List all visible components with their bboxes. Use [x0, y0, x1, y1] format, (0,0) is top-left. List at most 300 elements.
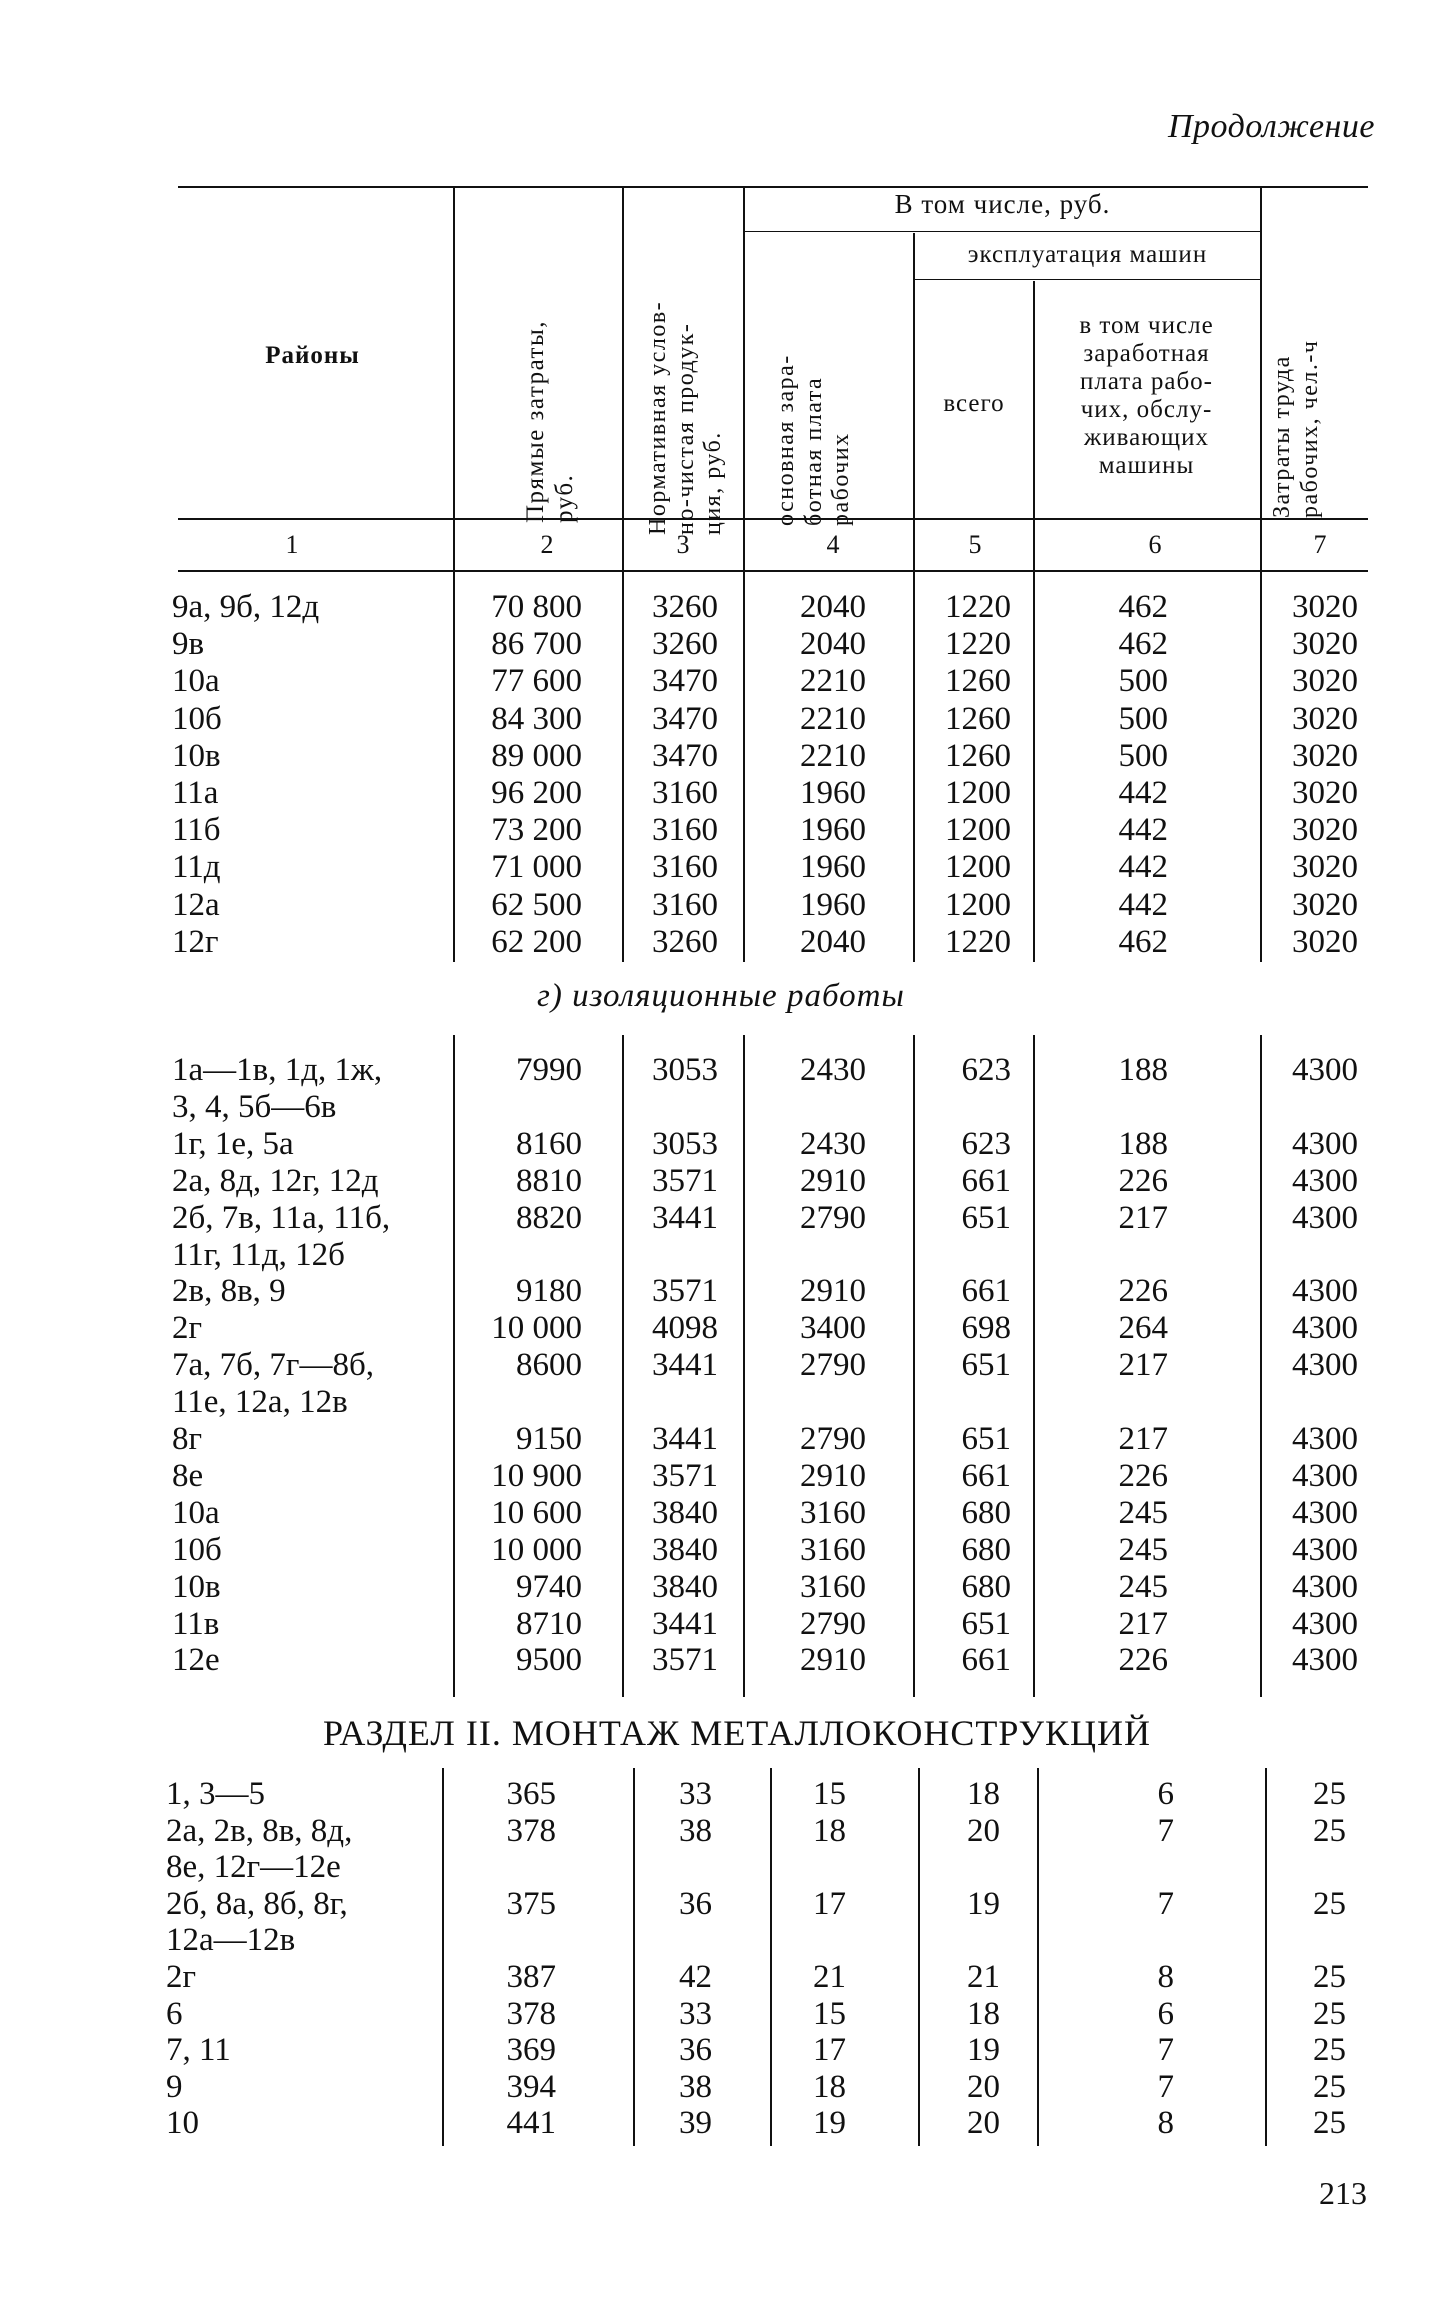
value-cell: 2790: [800, 1347, 866, 1384]
district-cell: 2б, 8а, 8б, 8г,: [166, 1885, 348, 1922]
value-cell: 18: [813, 1812, 846, 1849]
value-cell: 84 300: [491, 700, 582, 737]
table-row: [0, 1569, 1445, 1606]
header-col6-line: живающих: [1083, 424, 1210, 451]
value-cell: 661: [961, 1273, 1011, 1310]
value-cell: 500: [1118, 700, 1168, 737]
district-cell: 11б: [172, 812, 221, 849]
value-cell: 3571: [652, 1273, 718, 1310]
district-cell: 11в: [172, 1605, 220, 1642]
value-cell: 8: [1157, 1959, 1174, 1995]
value-cell: 25: [1313, 1812, 1346, 1849]
table-row: [0, 1200, 1445, 1237]
value-cell: 264: [1118, 1310, 1168, 1347]
value-cell: 3020: [1292, 812, 1358, 849]
column-number: 4: [826, 530, 840, 559]
value-cell: 680: [961, 1531, 1011, 1568]
value-cell: 1260: [945, 700, 1011, 737]
header-col6: [1033, 312, 1260, 480]
value-cell: 4300: [1292, 1125, 1358, 1162]
value-cell: 6: [1157, 1995, 1174, 2032]
value-cell: 1960: [800, 775, 866, 811]
value-cell: 442: [1118, 775, 1168, 811]
district-cell: 12а—12в: [166, 1922, 296, 1959]
value-cell: 3053: [652, 1125, 718, 1162]
page-number: 213: [1319, 2175, 1367, 2211]
value-cell: 442: [1118, 849, 1168, 886]
value-cell: 3053: [652, 1052, 718, 1088]
column-number: 1: [285, 530, 299, 559]
district-cell: 10б: [172, 1531, 222, 1568]
header-col3-line: ция, руб.: [700, 431, 727, 535]
value-cell: 217: [1118, 1421, 1168, 1457]
value-cell: 188: [1118, 1125, 1168, 1162]
value-cell: 25: [1313, 1995, 1346, 2032]
district-cell: 11е, 12а, 12в: [172, 1384, 348, 1421]
district-cell: 6: [166, 1995, 183, 2032]
header-machines: эксплуатация машин: [967, 241, 1208, 268]
table-row: [0, 626, 1445, 663]
header-col6-line: плата рабо-: [1079, 368, 1214, 395]
table-row: [0, 1532, 1445, 1569]
value-cell: 4300: [1292, 1347, 1358, 1384]
value-cell: 3441: [652, 1347, 718, 1384]
value-cell: 62 200: [491, 923, 582, 960]
table-row: [0, 2032, 1445, 2069]
value-cell: 36: [679, 1885, 712, 1922]
value-cell: 25: [1313, 2068, 1346, 2105]
value-cell: 3160: [652, 812, 718, 849]
table-row: [0, 2105, 1445, 2142]
value-cell: 1260: [945, 663, 1011, 700]
value-cell: 8600: [516, 1347, 582, 1384]
table-row: [0, 663, 1445, 700]
value-cell: 4300: [1292, 1199, 1358, 1236]
table-row: [0, 1642, 1445, 1679]
value-cell: 1220: [945, 923, 1011, 960]
value-cell: 4300: [1292, 1605, 1358, 1642]
section-title-metal-structures: РАЗДЕЛ II. МОНТАЖ МЕТАЛЛОКОНСТРУКЦИЙ: [323, 1713, 1152, 1753]
value-cell: 25: [1313, 1776, 1346, 1812]
value-cell: 3571: [652, 1457, 718, 1494]
value-cell: 2040: [800, 589, 866, 625]
header-col6-line: машины: [1098, 452, 1195, 479]
value-cell: 4300: [1292, 1273, 1358, 1310]
district-cell: 9а, 9б, 12д: [172, 589, 320, 625]
value-cell: 375: [506, 1885, 556, 1922]
value-cell: 394: [506, 2068, 556, 2105]
value-cell: 3160: [800, 1568, 866, 1605]
district-cell: 1, 3—5: [166, 1776, 265, 1812]
value-cell: 245: [1118, 1531, 1168, 1568]
value-cell: 651: [961, 1199, 1011, 1236]
district-cell: 7а, 7б, 7г—8б,: [172, 1347, 375, 1384]
table-row: [0, 1813, 1445, 1850]
header-including: В том числе, руб.: [894, 189, 1111, 219]
table-row: [0, 1495, 1445, 1532]
table-row: [0, 812, 1445, 849]
value-cell: 3020: [1292, 923, 1358, 960]
value-cell: 3020: [1292, 775, 1358, 811]
table-row: [0, 1089, 1445, 1126]
table-row: [0, 1163, 1445, 1200]
header-col3-line: Нормативная услов-: [645, 300, 671, 535]
table-row: [0, 1273, 1445, 1310]
value-cell: 3470: [652, 663, 718, 700]
value-cell: 661: [961, 1457, 1011, 1494]
value-cell: 1960: [800, 849, 866, 886]
value-cell: 4300: [1292, 1421, 1358, 1457]
value-cell: 2430: [800, 1125, 866, 1162]
value-cell: 25: [1313, 2105, 1346, 2142]
value-cell: 680: [961, 1494, 1011, 1531]
district-cell: 11д: [172, 849, 221, 886]
value-cell: 21: [813, 1959, 846, 1995]
value-cell: 441: [506, 2105, 556, 2142]
value-cell: 378: [506, 1995, 556, 2032]
value-cell: 623: [961, 1052, 1011, 1088]
value-cell: 3441: [652, 1199, 718, 1236]
header-col4: [773, 236, 873, 526]
value-cell: 4300: [1292, 1162, 1358, 1199]
value-cell: 226: [1118, 1457, 1168, 1494]
table-row: [0, 1237, 1445, 1274]
header-districts: Районы: [265, 342, 360, 369]
value-cell: 4300: [1292, 1531, 1358, 1568]
value-cell: 3160: [652, 775, 718, 811]
value-cell: 86 700: [491, 626, 582, 663]
district-cell: 2б, 7в, 11а, 11б,: [172, 1199, 391, 1236]
value-cell: 3260: [652, 923, 718, 960]
district-cell: 8г: [172, 1421, 203, 1457]
value-cell: 7990: [516, 1052, 582, 1088]
value-cell: 20: [967, 2105, 1000, 2142]
value-cell: 365: [506, 1776, 556, 1812]
table-row: [0, 1126, 1445, 1163]
value-cell: 3840: [652, 1494, 718, 1531]
table-row: [0, 1849, 1445, 1886]
value-cell: 462: [1118, 589, 1168, 625]
district-cell: 12а: [172, 886, 220, 923]
value-cell: 1960: [800, 812, 866, 849]
value-cell: 3260: [652, 589, 718, 625]
value-cell: 651: [961, 1347, 1011, 1384]
header-rule-machines: [915, 279, 1260, 280]
value-cell: 7: [1157, 2032, 1174, 2069]
district-cell: 10а: [172, 1494, 220, 1531]
value-cell: 19: [967, 1885, 1000, 1922]
header-col4-line: основная зара-: [773, 354, 799, 526]
value-cell: 3020: [1292, 626, 1358, 663]
value-cell: 3160: [652, 849, 718, 886]
table-row: [0, 1384, 1445, 1421]
value-cell: 3160: [800, 1494, 866, 1531]
district-cell: 2г: [166, 1959, 197, 1995]
header-total: всего: [943, 390, 1005, 417]
value-cell: 442: [1118, 812, 1168, 849]
header-col6-line: чих, обслу-: [1080, 396, 1213, 423]
table-row: [0, 887, 1445, 924]
value-cell: 73 200: [491, 812, 582, 849]
value-cell: 7: [1157, 1885, 1174, 1922]
value-cell: 96 200: [491, 775, 582, 811]
value-cell: 2430: [800, 1052, 866, 1088]
district-cell: 10в: [172, 737, 221, 774]
value-cell: 3020: [1292, 700, 1358, 737]
column-number: 7: [1313, 530, 1327, 559]
district-cell: 10б: [172, 700, 222, 737]
value-cell: 19: [967, 2032, 1000, 2069]
value-cell: 18: [967, 1995, 1000, 2032]
district-cell: 2а, 8д, 12г, 12д: [172, 1162, 379, 1199]
value-cell: 25: [1313, 1885, 1346, 1922]
value-cell: 2210: [800, 663, 866, 700]
value-cell: 4300: [1292, 1642, 1358, 1679]
value-cell: 10 000: [491, 1310, 582, 1347]
district-cell: 2в, 8в, 9: [172, 1273, 286, 1310]
value-cell: 15: [813, 1776, 846, 1812]
table-row: [0, 1052, 1445, 1089]
value-cell: 4300: [1292, 1494, 1358, 1531]
value-cell: 661: [961, 1642, 1011, 1679]
table-row: [0, 1776, 1445, 1813]
value-cell: 8160: [516, 1125, 582, 1162]
value-cell: 2210: [800, 700, 866, 737]
value-cell: 3160: [800, 1531, 866, 1568]
value-cell: 8810: [516, 1162, 582, 1199]
value-cell: 1200: [945, 812, 1011, 849]
header-col7-line: рабочих, чел.-ч: [1296, 339, 1323, 518]
value-cell: 18: [967, 1776, 1000, 1812]
value-cell: 18: [813, 2068, 846, 2105]
value-cell: 3441: [652, 1421, 718, 1457]
value-cell: 42: [679, 1959, 712, 1995]
value-cell: 3400: [800, 1310, 866, 1347]
value-cell: 3571: [652, 1162, 718, 1199]
value-cell: 4300: [1292, 1568, 1358, 1605]
value-cell: 21: [967, 1959, 1000, 1995]
value-cell: 245: [1118, 1494, 1168, 1531]
value-cell: 36: [679, 2032, 712, 2069]
table-row: [0, 1347, 1445, 1384]
value-cell: 8: [1157, 2105, 1174, 2142]
value-cell: 3441: [652, 1605, 718, 1642]
value-cell: 188: [1118, 1052, 1168, 1088]
header-col7: [1269, 238, 1345, 518]
value-cell: 9500: [516, 1642, 582, 1679]
value-cell: 17: [813, 2032, 846, 2069]
district-cell: 8е, 12г—12е: [166, 1849, 341, 1886]
value-cell: 245: [1118, 1568, 1168, 1605]
value-cell: 39: [679, 2105, 712, 2142]
value-cell: 3571: [652, 1642, 718, 1679]
column-number: 3: [676, 530, 690, 559]
district-cell: 2г: [172, 1310, 203, 1347]
value-cell: 9180: [516, 1273, 582, 1310]
value-cell: 442: [1118, 886, 1168, 923]
value-cell: 462: [1118, 626, 1168, 663]
value-cell: 680: [961, 1568, 1011, 1605]
value-cell: 623: [961, 1125, 1011, 1162]
value-cell: 38: [679, 1812, 712, 1849]
column-number: 6: [1148, 530, 1162, 559]
header-col2-line: Прямые затраты,: [522, 320, 549, 523]
district-cell: 12е: [172, 1642, 220, 1679]
value-cell: 500: [1118, 737, 1168, 774]
value-cell: 19: [813, 2105, 846, 2142]
district-cell: 2а, 2в, 8в, 8д,: [166, 1812, 353, 1849]
table-row: [0, 1421, 1445, 1458]
value-cell: 4300: [1292, 1052, 1358, 1088]
table-row: [0, 701, 1445, 738]
value-cell: 3160: [652, 886, 718, 923]
value-cell: 2910: [800, 1162, 866, 1199]
header-col6-line: заработная: [1083, 340, 1210, 367]
value-cell: 2910: [800, 1457, 866, 1494]
table-row: [0, 738, 1445, 775]
value-cell: 89 000: [491, 737, 582, 774]
value-cell: 2790: [800, 1199, 866, 1236]
value-cell: 6: [1157, 1776, 1174, 1812]
value-cell: 2910: [800, 1642, 866, 1679]
header-col2-line: руб.: [550, 473, 578, 523]
column-number: 5: [968, 530, 982, 559]
table-row: [0, 775, 1445, 812]
value-cell: 10 000: [491, 1531, 582, 1568]
value-cell: 651: [961, 1605, 1011, 1642]
value-cell: 500: [1118, 663, 1168, 700]
district-cell: 1г, 1е, 5а: [172, 1125, 294, 1162]
value-cell: 3470: [652, 700, 718, 737]
value-cell: 17: [813, 1885, 846, 1922]
value-cell: 2910: [800, 1273, 866, 1310]
header-col4-line: рабочих: [828, 432, 855, 526]
value-cell: 10 600: [491, 1494, 582, 1531]
header-col6-line: в том числе: [1079, 312, 1214, 339]
value-cell: 4300: [1292, 1457, 1358, 1494]
value-cell: 3020: [1292, 589, 1358, 625]
district-cell: 10в: [172, 1568, 221, 1605]
value-cell: 369: [506, 2032, 556, 2069]
table-row: [0, 2069, 1445, 2106]
table-row: [0, 1959, 1445, 1996]
section-title-insulation: г) изоляционные работы: [537, 978, 905, 1014]
value-cell: 4098: [652, 1310, 718, 1347]
header-rule-incl: [745, 231, 1260, 232]
district-cell: 11а: [172, 775, 219, 811]
district-cell: 12г: [172, 923, 219, 960]
numbers-bottom-rule: [178, 570, 1368, 572]
continued-label: Продолжение: [1167, 108, 1375, 145]
value-cell: 2790: [800, 1421, 866, 1457]
value-cell: 378: [506, 1812, 556, 1849]
value-cell: 217: [1118, 1605, 1168, 1642]
value-cell: 33: [679, 1776, 712, 1812]
district-cell: 8е: [172, 1457, 204, 1494]
table-row: [0, 1922, 1445, 1959]
value-cell: 1260: [945, 737, 1011, 774]
value-cell: 387: [506, 1959, 556, 1995]
value-cell: 33: [679, 1995, 712, 2032]
value-cell: 226: [1118, 1273, 1168, 1310]
value-cell: 1200: [945, 775, 1011, 811]
value-cell: 20: [967, 1812, 1000, 1849]
column-number: 2: [540, 530, 554, 559]
value-cell: 7: [1157, 1812, 1174, 1849]
value-cell: 8820: [516, 1199, 582, 1236]
value-cell: 3020: [1292, 663, 1358, 700]
value-cell: 62 500: [491, 886, 582, 923]
value-cell: 2040: [800, 923, 866, 960]
header-col7-line: Затраты труда: [1269, 355, 1295, 518]
header-col2: [522, 223, 602, 523]
table-row: [0, 1310, 1445, 1347]
value-cell: 10 900: [491, 1457, 582, 1494]
value-cell: 698: [961, 1310, 1011, 1347]
value-cell: 2210: [800, 737, 866, 774]
value-cell: 226: [1118, 1642, 1168, 1679]
value-cell: 462: [1118, 923, 1168, 960]
value-cell: 9740: [516, 1568, 582, 1605]
district-cell: 3, 4, 5б—6в: [172, 1088, 337, 1125]
table-row: [0, 1886, 1445, 1923]
value-cell: 8710: [516, 1605, 582, 1642]
table-row: [0, 1996, 1445, 2033]
value-cell: 1960: [800, 886, 866, 923]
value-cell: 226: [1118, 1162, 1168, 1199]
value-cell: 2790: [800, 1605, 866, 1642]
district-cell: 11г, 11д, 12б: [172, 1236, 345, 1273]
value-cell: 3470: [652, 737, 718, 774]
district-cell: 9в: [172, 626, 205, 663]
header-col3-line: но-чистая продук-: [672, 322, 699, 535]
value-cell: 3260: [652, 626, 718, 663]
table-row: [0, 1458, 1445, 1495]
value-cell: 1200: [945, 849, 1011, 886]
district-cell: 10: [166, 2105, 199, 2142]
value-cell: 3840: [652, 1568, 718, 1605]
value-cell: 25: [1313, 2032, 1346, 2069]
value-cell: 71 000: [491, 849, 582, 886]
district-cell: 9: [166, 2068, 183, 2105]
value-cell: 3020: [1292, 849, 1358, 886]
header-col3: [645, 195, 755, 535]
district-cell: 10а: [172, 663, 220, 700]
value-cell: 3840: [652, 1531, 718, 1568]
value-cell: 4300: [1292, 1310, 1358, 1347]
value-cell: 1220: [945, 626, 1011, 663]
value-cell: 9150: [516, 1421, 582, 1457]
table-row: [0, 924, 1445, 961]
value-cell: 15: [813, 1995, 846, 2032]
value-cell: 217: [1118, 1347, 1168, 1384]
value-cell: 651: [961, 1421, 1011, 1457]
value-cell: 70 800: [491, 589, 582, 625]
value-cell: 3020: [1292, 737, 1358, 774]
value-cell: 3020: [1292, 886, 1358, 923]
value-cell: 77 600: [491, 663, 582, 700]
value-cell: 217: [1118, 1199, 1168, 1236]
district-cell: 7, 11: [166, 2032, 231, 2069]
value-cell: 661: [961, 1162, 1011, 1199]
value-cell: 1220: [945, 589, 1011, 625]
table-row: [0, 849, 1445, 886]
value-cell: 20: [967, 2068, 1000, 2105]
header-col4-line: ботная плата: [800, 376, 827, 526]
value-cell: 2040: [800, 626, 866, 663]
district-cell: 1а—1в, 1д, 1ж,: [172, 1052, 383, 1088]
value-cell: 38: [679, 2068, 712, 2105]
